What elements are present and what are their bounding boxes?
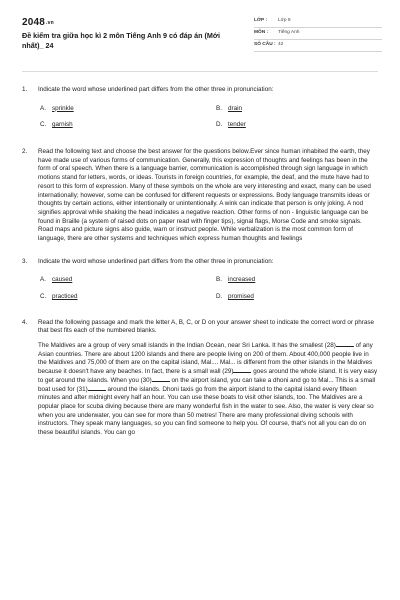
- option-word: increased: [228, 276, 256, 284]
- document-title: Đề kiểm tra giữa học kì 2 môn Tiếng Anh 9 có đáp án (Mới nhất)_ 24: [22, 31, 221, 51]
- meta-value: Lớp 9: [278, 18, 291, 23]
- option-a[interactable]: A. sprinkle: [40, 104, 74, 112]
- option-d[interactable]: D. tender: [216, 121, 246, 129]
- header-divider: [22, 71, 378, 72]
- meta-info: [254, 16, 382, 52]
- option-word: promised: [228, 293, 254, 300]
- passage-text: The Maldives are a group of very small islands in the Indian Ocean, near Sri Lanka. It has the smallest (28): [38, 342, 336, 350]
- page-header: [22, 16, 382, 66]
- meta-label: LỚP :: [254, 18, 268, 23]
- question-4: [22, 319, 378, 438]
- meta-row-subject: [254, 28, 382, 40]
- option-b[interactable]: B. drain: [216, 104, 243, 112]
- option-a[interactable]: A. caused: [40, 276, 73, 284]
- passage-text: around the islands. Dhoni taxis go from the airport island to the capital island every fifteen minutes and after midnight every half an hour. You can use these boats to visit other islands, too. The Maldives are a popular place for scuba diving because there are many wonderful fish in the water to see. Also, the water is very clear so when you are underwater, you can see for more than 50 metres! There are many professional diving schools with instructors. They speak many languages, so you can find someone to help you. Of course, that's not all you can do on these beautiful islands. You can go: [38, 385, 374, 436]
- meta-label: MÔN :: [254, 30, 269, 35]
- blank-28[interactable]: [336, 346, 354, 347]
- option-c[interactable]: C. garnish: [40, 121, 73, 129]
- meta-value: 42: [278, 42, 284, 47]
- question-number: 1.: [22, 86, 28, 93]
- option-c[interactable]: C. practiced: [40, 293, 78, 300]
- question-prompt: Indicate the word whose underlined part differs from the other three in pronunciation:: [38, 86, 274, 93]
- question-number: 4.: [22, 318, 28, 326]
- question-prompt: Read the following passage and mark the letter A, B, C, or D on your answer sheet to indicate the correct word or phrase that best fits each of the numbered blanks.: [38, 318, 375, 335]
- meta-value: Tiếng Anh: [278, 30, 300, 35]
- passage-text: on the airport island, you can take a dhoni and go to Mal... This is a small boat used for (31): [38, 376, 376, 393]
- question-number: 3.: [22, 257, 28, 265]
- option-word: tender: [228, 121, 246, 129]
- meta-row-count: [254, 40, 382, 52]
- question-number: 2.: [22, 148, 28, 156]
- passage-text: goes around the whole island. It is very easy to get around the islands. When you (30): [38, 368, 378, 384]
- option-word: garnish: [52, 121, 73, 129]
- option-word: drain: [228, 104, 243, 112]
- question-list: [22, 86, 378, 438]
- option-word: practiced: [52, 293, 78, 300]
- meta-label: SỐ CÂU :: [254, 42, 276, 47]
- reading-passage: [38, 342, 378, 438]
- site-logo[interactable]: 2048.vn: [22, 17, 54, 28]
- question-prompt: Read the following text and choose the best answer for the questions below.Ever since human inhabited the earth, they have made use of various forms of communication. Generally, this expression of thoughts and feelings has been in the form of oral speech. When there is a language barrier, communication is accomplished through sign language in which motions stand for letters, words, or ideas. Tourists in foreign countries, for example, the deaf, and the mute have had to resort to this form of expression. Many of these symbols on the whole are very interesting and exact, many can be used internationally; however, some can be confused for different requests or expressions. Body language transmits ideas or thoughts by certain actions, either intentionally or unintentionally. A wink can indicate that person is only joking. A nod signifies approval while shaking the head indicates a negative reaction. Other forms of non - linguistic language can be found in Braille (a system of raised dots on paper read with finger tips), signal flags, Morse Code and smoke signals. Road maps and picture signs also guide, warn or instruct people. While verbalization is the most common form of language, there are other systems and techniques which express human thoughts and feelings: [38, 148, 371, 242]
- option-d[interactable]: D. promised: [216, 293, 254, 300]
- question-prompt: Indicate the word whose underlined part differs from the other three in pronunciation:: [38, 257, 274, 265]
- option-word: sprinkle: [52, 104, 74, 112]
- option-b[interactable]: B. increased: [216, 276, 256, 284]
- question-3: [22, 258, 378, 302]
- passage-text: of any Asian countries. There are about 1200 islands and there are people living on 200 of them. About 400,000 people live in the Maldives and 75,000 of them are on the capital island, Mal.... Mal... is different from the other islands in the Maldives because it doesn't have any beaches. In fact, there is a small wall (29): [38, 342, 373, 376]
- blank-30[interactable]: [152, 381, 170, 382]
- question-1: [22, 86, 378, 130]
- question-2: [22, 148, 378, 244]
- blank-31[interactable]: [88, 390, 106, 391]
- meta-row-class: [254, 16, 382, 28]
- answer-options: [38, 276, 378, 301]
- answer-options: [38, 105, 378, 130]
- blank-29[interactable]: [233, 372, 251, 373]
- option-word: caused: [52, 276, 73, 284]
